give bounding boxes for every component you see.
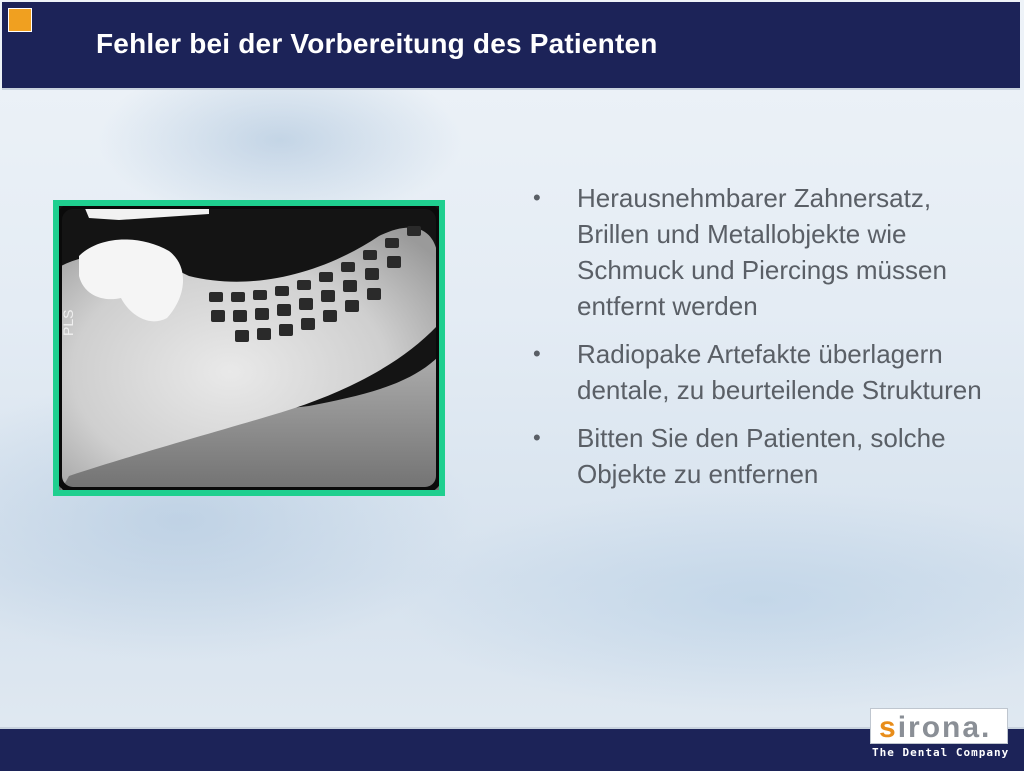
bullet-marker: • bbox=[533, 425, 541, 450]
xray-image-frame bbox=[53, 200, 445, 496]
bullet-text: Bitten Sie den Patienten, solche Objekte zu entfernen bbox=[577, 423, 946, 489]
sirona-logo bbox=[868, 704, 1008, 766]
bullet-item bbox=[533, 420, 1003, 492]
bullet-item bbox=[533, 336, 1003, 408]
bullet-text: Herausnehmbarer Zahnersatz, Brillen und Metallobjekte wie Schmuck und Piercings müssen entfernt werden bbox=[577, 183, 947, 321]
bullet-text: Radiopake Artefakte überlagern dentale, zu beurteilende Strukturen bbox=[577, 339, 982, 405]
header-bar bbox=[2, 2, 1020, 90]
logo-box bbox=[870, 708, 1008, 744]
dental-xray-image bbox=[59, 206, 439, 490]
logo-tagline: The Dental Company bbox=[872, 746, 1010, 759]
bullet-list bbox=[533, 180, 1003, 504]
bullet-marker: • bbox=[533, 185, 541, 210]
slide-title: Fehler bei der Vorbereitung des Patienten bbox=[96, 28, 658, 59]
accent-square bbox=[8, 8, 32, 32]
logo-wordmark: sirona. bbox=[879, 711, 992, 744]
bullet-marker: • bbox=[533, 341, 541, 366]
xray-label: PLS bbox=[60, 309, 76, 336]
bullet-item bbox=[533, 180, 1003, 324]
